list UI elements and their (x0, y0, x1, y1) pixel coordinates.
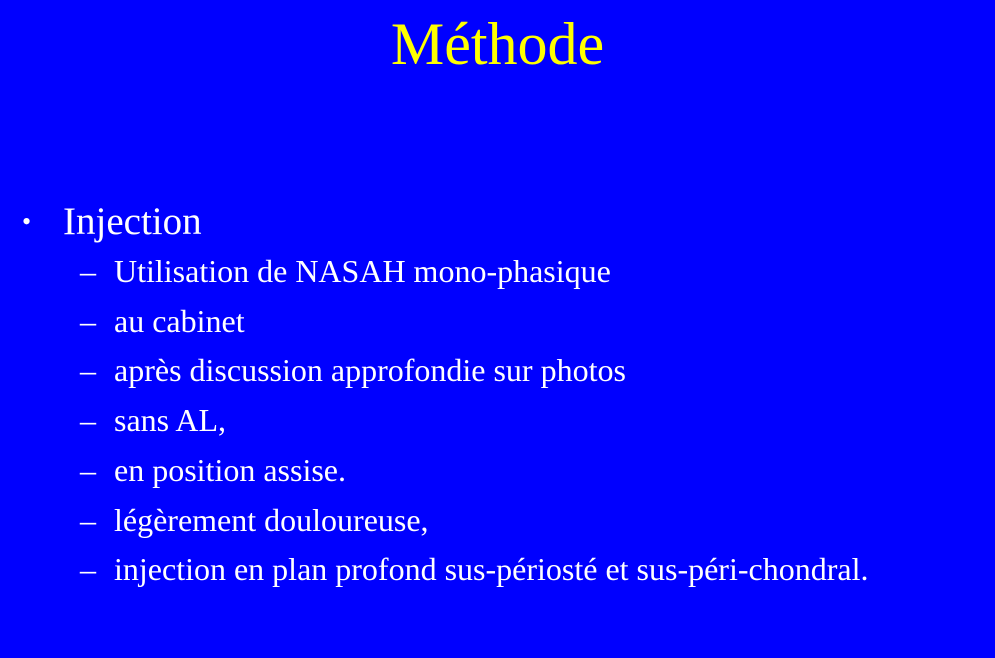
sub-bullet-text-2: au cabinet (114, 302, 245, 339)
bullet-item-level1 (0, 198, 995, 245)
slide-title: Méthode (390, 11, 605, 77)
bullet-text-level1: Injection (63, 200, 202, 243)
dash-marker-icon: – (80, 551, 96, 588)
slide-body (0, 198, 995, 595)
sub-bullet-text-6: légèrement douloureuse, (114, 501, 429, 538)
sub-bullet-text-5: en position assise. (114, 451, 346, 488)
sub-bullet-item-1 (0, 247, 995, 297)
sub-bullet-item-4 (0, 396, 995, 446)
dash-marker-icon: – (80, 352, 96, 389)
sub-bullet-item-5 (0, 446, 995, 496)
sub-bullet-item-7 (0, 545, 995, 595)
sub-bullet-text-3: après discussion approfondie sur photos (114, 352, 626, 389)
sub-bullet-text-4: sans AL, (114, 402, 226, 439)
sub-bullet-item-6 (0, 496, 995, 546)
dash-marker-icon: – (80, 451, 96, 488)
sub-bullet-text-1: Utilisation de NASAH mono-phasique (114, 253, 611, 289)
dash-marker-icon: – (80, 402, 96, 439)
dash-marker-icon: – (80, 253, 96, 289)
sub-bullet-text-7: injection en plan profond sus-périosté et sus-péri-chondral. (114, 551, 869, 588)
dash-marker-icon: – (80, 501, 96, 538)
dash-marker-icon: – (80, 302, 96, 339)
sub-bullet-item-2 (0, 297, 995, 347)
sub-bullet-item-3 (0, 346, 995, 396)
sub-bullet-list (0, 247, 995, 595)
bullet-marker-icon: • (22, 207, 32, 236)
